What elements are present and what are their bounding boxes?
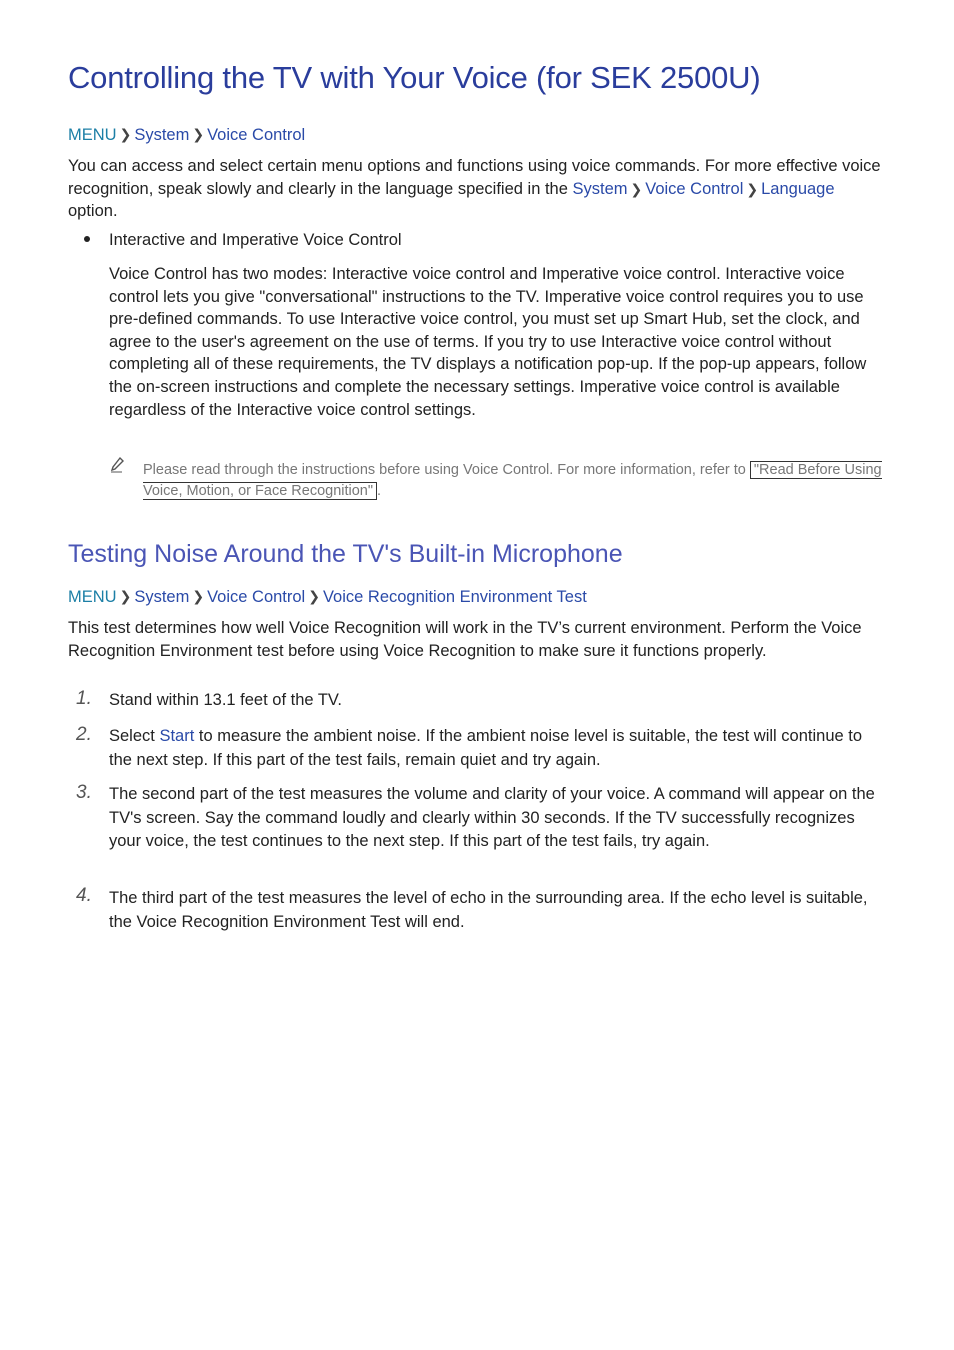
section-title: Testing Noise Around the TV's Built-in Microphone <box>68 540 623 568</box>
page-title: Controlling the TV with Your Voice (for SEK 2500U) <box>68 60 761 95</box>
intro-text-end: option. <box>68 202 118 221</box>
step-rest: to measure the ambient noise. If the ambient noise level is suitable, the test will continue to the next step. If this part of the test fails, remain quiet and try again. <box>109 727 863 769</box>
step-text <box>109 725 889 772</box>
breadcrumb-2 <box>68 588 587 607</box>
breadcrumb-menu[interactable]: MENU <box>68 588 117 606</box>
note-text <box>143 460 883 501</box>
keyword-language: Language <box>761 179 835 198</box>
section-intro <box>68 617 886 662</box>
breadcrumb-item-system[interactable]: System <box>134 588 190 606</box>
step-number: 4. <box>76 885 92 906</box>
bullet-body <box>109 263 886 421</box>
chevron-right-icon: ❯ <box>192 588 205 604</box>
step-text: The third part of the test measures the level of echo in the surrounding area. If the echo level is suitable, the Voice Recognition Environment Test will end. <box>109 889 868 931</box>
breadcrumb-item-system[interactable]: System <box>134 126 190 144</box>
chevron-right-icon: ❯ <box>119 588 132 604</box>
intro-paragraph <box>68 155 886 223</box>
step-text: The second part of the test measures the volume and clarity of your voice. A command will appear on the TV's screen. Say the command loudly and clearly within 30 seconds. If the TV successfully recognizes your voice, the test continues to the next step. If this part of the test fails, try again. <box>109 785 875 850</box>
pencil-note-icon <box>108 456 126 474</box>
keyword-system: System <box>572 179 628 198</box>
bullet-title: Interactive and Imperative Voice Control <box>109 231 402 249</box>
step-number: 1. <box>76 688 92 709</box>
section-intro-text: This test determines how well Voice Recognition will work in the TV’s current environment. Perform the Voice Recognition Environment test before using Voice Recognition to make sure it functions properly. <box>68 619 862 660</box>
step-pre: Select <box>109 727 160 745</box>
step-text: Stand within 13.1 feet of the TV. <box>109 691 342 709</box>
chevron-right-icon: ❯ <box>308 588 320 604</box>
breadcrumb-item-voice-control[interactable]: Voice Control <box>207 588 306 606</box>
note-link[interactable]: "Read Before Using Voice, Motion, or Face Recognition" <box>143 462 882 499</box>
breadcrumb <box>68 126 305 145</box>
bullet-body-text: Voice Control has two modes: Interactive voice control and Imperative voice control. Interactive voice control lets you give "conversational" instructions to the TV. Imperative voice control requires you to use pre-defined commands. To use Interactive voice control, you must set up Smart Hub, set the clock, and agree to the user's agreement on the use of terms. If you try to use Interactive voice control without completing all of these requirements, the TV displays a notification pop-up. If the pop-up appears, follow the on-screen instructions and complete the necessary settings. Imperative voice control is available regardless of the Interactive voice control settings. <box>109 265 867 419</box>
chevron-right-icon: ❯ <box>119 126 132 142</box>
chevron-right-icon: ❯ <box>192 126 205 142</box>
note-end: . <box>377 482 382 499</box>
note-body: Please read through the instructions before using Voice Control. For more information, refer to <box>143 462 750 478</box>
step-number: 2. <box>76 724 92 745</box>
breadcrumb-item-env-test[interactable]: Voice Recognition Environment Test <box>322 588 587 606</box>
bullet-icon <box>84 236 90 242</box>
keyword-voice-control: Voice Control <box>645 179 744 198</box>
chevron-right-icon: ❯ <box>746 180 759 197</box>
breadcrumb-menu[interactable]: MENU <box>68 126 117 144</box>
chevron-right-icon: ❯ <box>630 180 643 197</box>
intro-text: You can access and select certain menu options and functions using voice commands. For more effective voice recognition, speak slowly and clearly in the language specified in the <box>68 157 881 198</box>
breadcrumb-item-voice-control[interactable]: Voice Control <box>207 126 306 144</box>
step-number: 3. <box>76 782 92 803</box>
keyword-start: Start <box>159 727 195 745</box>
